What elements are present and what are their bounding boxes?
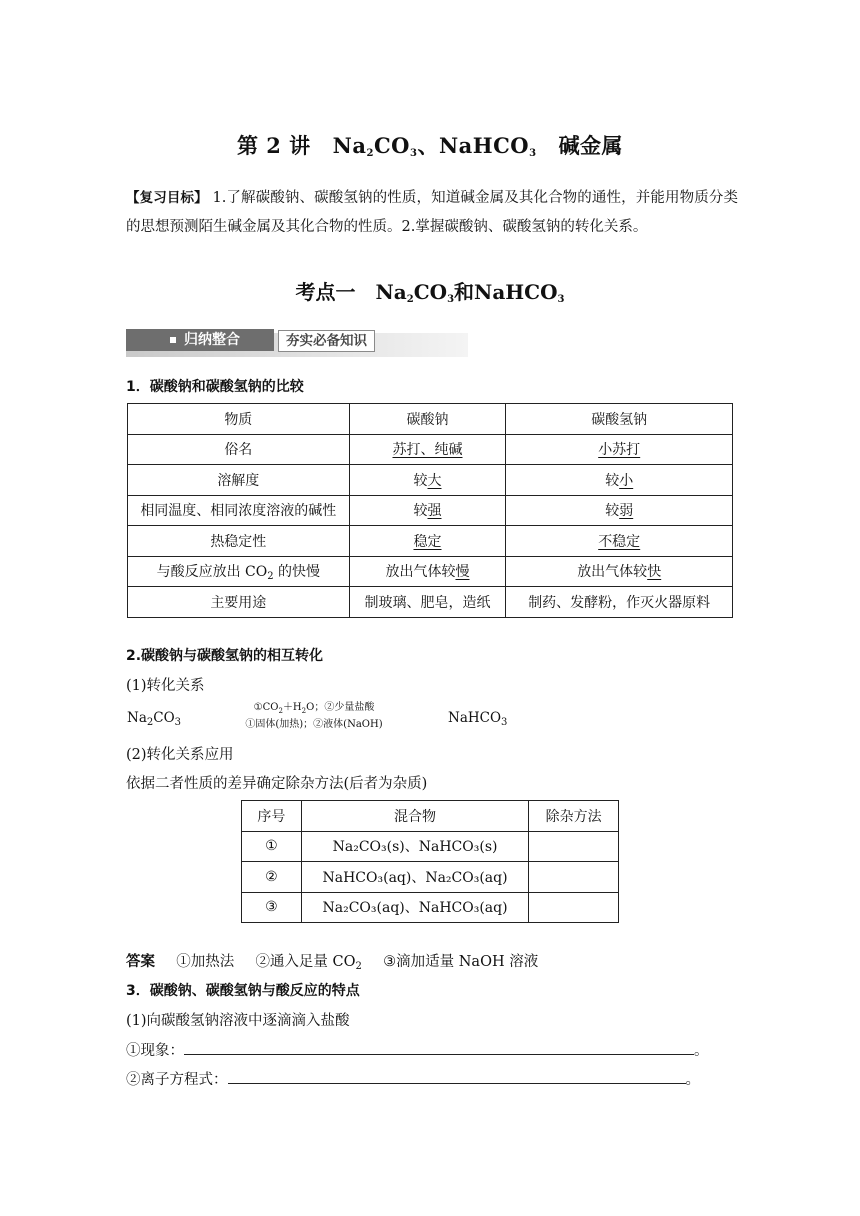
table-header: 混合物	[301, 801, 528, 832]
kaodian-formula-b: NaHCO	[474, 280, 558, 304]
answer-underlined: 小苏打	[598, 442, 641, 459]
answer-item: ③滴加适量 NaOH 溶液	[383, 954, 539, 970]
condition-sub: 2	[301, 707, 307, 715]
row-label: 溶解度	[128, 465, 350, 496]
row-label: 俗名	[128, 434, 350, 465]
row-label	[128, 556, 350, 587]
section-2-sub1: (1)转化关系	[126, 678, 205, 694]
answer-item: ①加热法	[176, 954, 235, 970]
answer-blank[interactable]	[184, 1040, 694, 1055]
review-goal	[126, 184, 738, 242]
answer-tag: 答案	[126, 954, 155, 970]
title-sep: 、	[417, 133, 439, 158]
purification-table	[241, 800, 619, 923]
answer-underlined: 大	[427, 472, 442, 489]
kaodian-sub: 2	[406, 294, 414, 305]
cell-text: 较	[413, 472, 428, 489]
table-row	[128, 526, 733, 557]
table-header: 序号	[242, 801, 302, 832]
answer-underlined: 快	[647, 564, 662, 581]
table-row	[242, 892, 619, 923]
table-row	[128, 556, 733, 587]
mixture-cell: Na₂CO₃(s)、NaHCO₃(s)	[301, 831, 528, 862]
page-title	[0, 130, 860, 160]
section-3-heading: 3．碳酸钠、碳酸氢钠与酸反应的特点	[126, 983, 360, 999]
title-sub: 3	[529, 148, 537, 159]
table-row	[128, 495, 733, 526]
kaodian-sub: 3	[557, 294, 565, 305]
section-2-sub2: (2)转化关系应用	[126, 747, 234, 763]
conversion-right-formula	[448, 710, 507, 726]
table-row	[128, 465, 733, 496]
table-row	[242, 862, 619, 893]
title-formula-a: Na	[332, 133, 367, 158]
mixture-cell: NaHCO₃(aq)、Na₂CO₃(aq)	[301, 862, 528, 893]
table-cell	[349, 465, 506, 496]
answer-sub: 2	[355, 961, 362, 972]
cell-text: 放出气体较	[385, 564, 456, 581]
row-label: 热稳定性	[128, 526, 350, 557]
method-blank-cell	[529, 831, 619, 862]
cell-text: 较	[605, 503, 620, 520]
conversion-condition-bottom: ①固体(加热)；②液体(NaOH)	[245, 719, 383, 730]
row-label-text: 的快慢	[273, 564, 321, 581]
title-topic: 碱金属	[558, 133, 624, 158]
condition-sub: 2	[278, 707, 283, 715]
table-row	[242, 831, 619, 862]
lesson-number: 第 2 讲	[236, 133, 311, 158]
section-2-desc: 依据二者性质的差异确定除杂方法(后者为杂质)	[126, 776, 428, 792]
section-heading-kaodian	[0, 276, 860, 305]
answer-underlined: 慢	[455, 564, 470, 581]
table-header-row	[128, 404, 733, 435]
kaodian-conj: 和	[454, 280, 475, 304]
table-cell	[506, 465, 733, 496]
answer-underlined: 稳定	[413, 533, 442, 550]
title-sub: 3	[409, 148, 418, 159]
method-blank-cell	[529, 892, 619, 923]
formula-sub: 3	[501, 717, 508, 728]
cell-text: 较	[605, 472, 620, 489]
answer-underlined: 不稳定	[598, 533, 641, 550]
table-cell	[506, 495, 733, 526]
formula-sub: 2	[146, 717, 154, 728]
table-cell	[349, 556, 506, 587]
answer-underlined: 苏打、纯碱	[392, 442, 463, 459]
title-formula-a-mid: CO	[373, 133, 410, 158]
section-1-heading: 1．碳酸钠和碳酸氢钠的比较	[126, 379, 304, 395]
conversion-condition-top	[232, 700, 396, 716]
kaodian-sub: 3	[447, 294, 455, 305]
answer-underlined: 小	[619, 472, 634, 489]
condition-text: O；②少量盐酸	[306, 702, 375, 713]
table-cell: 制药、发酵粉，作灭火器原料	[506, 587, 733, 618]
section-banner	[126, 329, 468, 355]
table-cell	[349, 495, 506, 526]
row-label: 主要用途	[128, 587, 350, 618]
question-phenomenon	[126, 1039, 709, 1060]
table-cell	[506, 556, 733, 587]
row-label-sub: 2	[267, 571, 274, 583]
formula-text: NaHCO	[448, 710, 502, 726]
table-cell	[506, 434, 733, 465]
question-end: 。	[685, 1072, 700, 1088]
row-number: ③	[242, 892, 302, 923]
formula-text: Na	[127, 710, 147, 726]
comparison-table	[127, 403, 733, 618]
table-header: 物质	[128, 404, 350, 435]
conversion-left-formula	[127, 710, 181, 726]
condition-text: ＋H	[282, 702, 302, 713]
answer-underlined: 强	[427, 503, 442, 520]
table-cell	[349, 434, 506, 465]
banner-right	[274, 329, 512, 351]
question-label: ②离子方程式：	[126, 1072, 228, 1088]
answer-underlined: 弱	[619, 503, 634, 520]
table-row	[128, 434, 733, 465]
table-cell	[506, 526, 733, 557]
formula-text: CO	[153, 710, 175, 726]
title-formula-b: NaHCO	[438, 133, 530, 158]
table-row	[128, 587, 733, 618]
formula-sub: 3	[174, 717, 182, 728]
table-cell: 制玻璃、肥皂，造纸	[349, 587, 506, 618]
table-header-row	[242, 801, 619, 832]
cell-text: 较	[413, 503, 428, 520]
mixture-cell: Na₂CO₃(aq)、NaHCO₃(aq)	[301, 892, 528, 923]
section-2-heading: 2.碳酸钠与碳酸氢钠的相互转化	[126, 648, 324, 664]
row-label: 相同温度、相同浓度溶液的碱性	[128, 495, 350, 526]
row-number: ①	[242, 831, 302, 862]
kaodian-formula-a: Na	[375, 280, 407, 304]
kaodian-label: 考点一	[295, 280, 356, 304]
answer-item: ②通入足量 CO	[255, 954, 356, 970]
question-ionic-equation	[126, 1068, 700, 1089]
banner-right-label: 夯实必备知识	[278, 330, 375, 352]
answer-blank[interactable]	[228, 1069, 686, 1084]
row-number: ②	[242, 862, 302, 893]
review-goal-text: 1.了解碳酸钠、碳酸氢钠的性质，知道碱金属及其化合物的通性，并能用物质分类的思想预测陌生碱金属及其化合物的性质。2.掌握碳酸钠、碳酸氢钠的转化关系。	[126, 190, 739, 235]
table-header: 碳酸氢钠	[506, 404, 733, 435]
banner-left	[126, 329, 274, 351]
row-label-text: 与酸反应放出 CO	[156, 564, 268, 581]
kaodian-formula-a-mid: CO	[413, 280, 448, 304]
cell-text: 放出气体较	[577, 564, 648, 581]
condition-text: ①CO	[253, 702, 279, 713]
question-label: ①现象：	[126, 1043, 184, 1059]
table-header: 除杂方法	[529, 801, 619, 832]
section-3-sub1: (1)向碳酸氢钠溶液中逐滴滴入盐酸	[126, 1013, 350, 1029]
table-header: 碳酸钠	[349, 404, 506, 435]
title-sub: 2	[366, 148, 374, 159]
method-blank-cell	[529, 862, 619, 893]
answer-line	[126, 950, 538, 971]
banner-left-label: 归纳整合	[184, 332, 240, 348]
square-bullet-icon	[170, 337, 176, 343]
table-cell	[349, 526, 506, 557]
review-goal-tag: 【复习目标】	[126, 190, 208, 206]
question-end: 。	[694, 1043, 709, 1059]
